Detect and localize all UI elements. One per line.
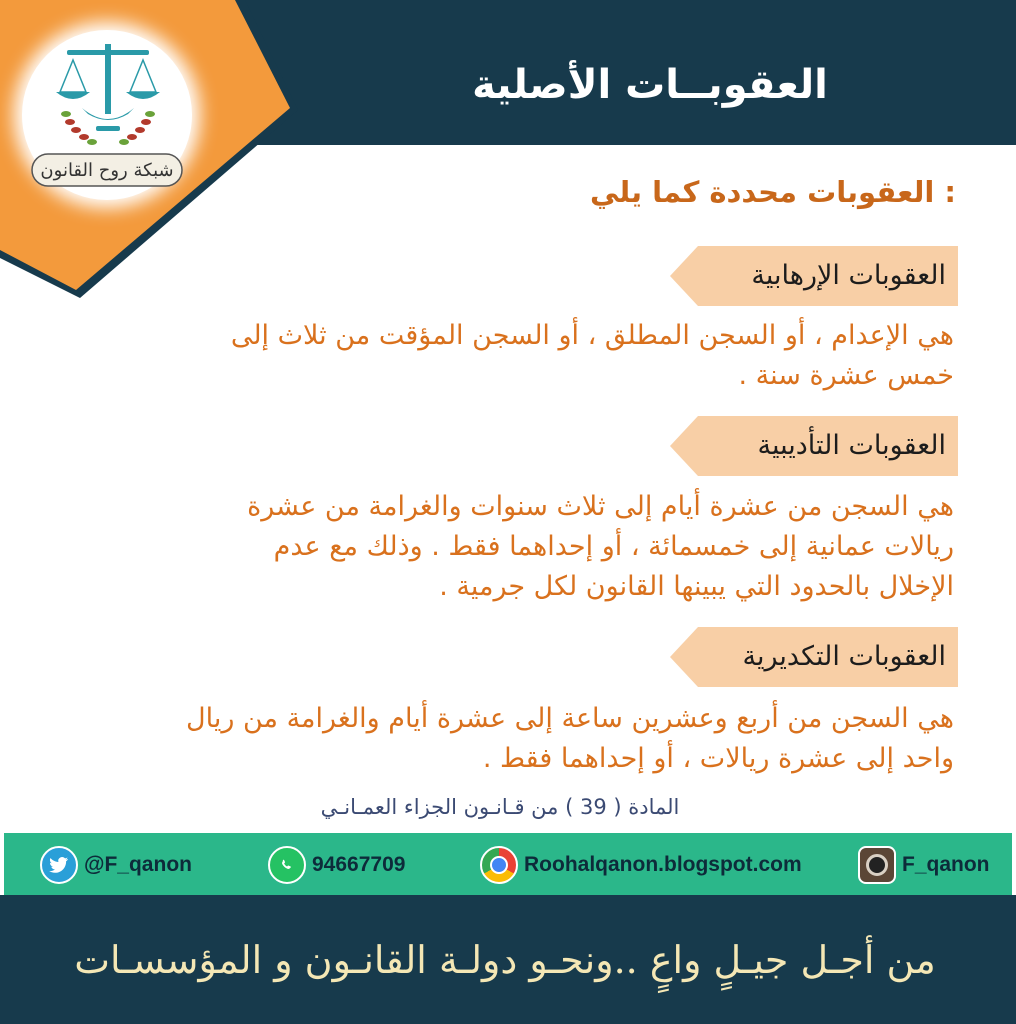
- footer-slogan: من أجـل جيـلٍ واعٍ ..ونحـو دولـة القانـون و المؤسسـات: [74, 938, 936, 982]
- body-line: هي الإعدام ، أو السجن المطلق ، أو السجن المؤقت من ثلاث إلى: [230, 320, 954, 351]
- body-line: واحد إلى عشرة ريالات ، أو إحداهما فقط .: [482, 743, 954, 774]
- source-citation: المادة ( 39 ) من قـانـون الجزاء العمـانـي: [320, 795, 680, 819]
- whatsapp-number: 94667709: [312, 853, 406, 876]
- page-title: العقوبــات الأصلية: [472, 62, 828, 108]
- instagram-handle: F_qanon: [902, 853, 990, 876]
- twitter-contact[interactable]: [40, 847, 192, 883]
- twitter-icon: [40, 846, 78, 884]
- intro-text: العقوبات محددة كما يلي :: [589, 175, 956, 209]
- whatsapp-contact[interactable]: [268, 847, 405, 883]
- blog-contact[interactable]: [480, 847, 802, 883]
- body-line: خمس عشرة سنة .: [738, 360, 954, 391]
- section-heading-disciplinary: العقوبات التأديبية: [698, 416, 958, 476]
- body-line: الإخلال بالحدود التي يبينها القانون لكل جرمية .: [439, 571, 954, 602]
- body-line: هي السجن من عشرة أيام إلى ثلاث سنوات والغرامة من عشرة: [247, 491, 954, 522]
- chrome-icon: [480, 846, 518, 884]
- whatsapp-icon: [268, 846, 306, 884]
- section-heading-minor: العقوبات التكديرية: [698, 627, 958, 687]
- blog-url: Roohalqanon.blogspot.com: [524, 853, 802, 876]
- body-line: ريالات عمانية إلى خمسمائة ، أو إحداهما فقط . وذلك مع عدم: [273, 531, 954, 562]
- body-line: هي السجن من أربع وعشرين ساعة إلى عشرة أيام والغرامة من ريال: [186, 703, 954, 734]
- section-body-terrorist: [74, 316, 954, 396]
- logo-caption: شبكة روح القانون: [40, 160, 174, 181]
- instagram-contact[interactable]: [858, 847, 990, 883]
- section-body-disciplinary: [74, 487, 954, 607]
- section-body-minor: [74, 699, 954, 779]
- twitter-handle: @F_qanon: [84, 853, 192, 876]
- section-heading-terrorist: العقوبات الإرهابية: [698, 246, 958, 306]
- instagram-icon: [858, 846, 896, 884]
